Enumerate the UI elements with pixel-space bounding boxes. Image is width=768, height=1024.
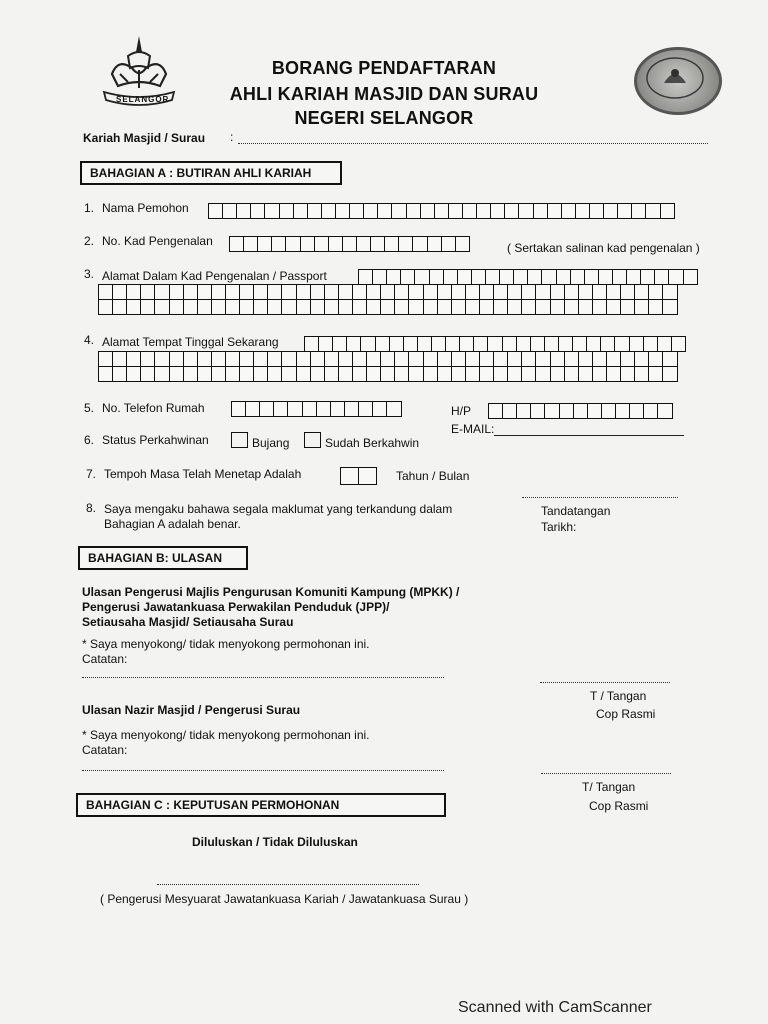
mpkk-signature-label: T / Tangan (590, 689, 647, 703)
nazir-signature-label: T/ Tangan (582, 780, 636, 794)
email-label: E-MAIL: (451, 422, 495, 436)
q4-label: Alamat Tempat Tinggal Sekarang (102, 335, 279, 349)
mpkk-signature-field[interactable] (540, 682, 670, 683)
mpkk-notes-label: Catatan: (82, 652, 128, 666)
single-checkbox[interactable] (231, 432, 248, 448)
q7-label: Tempoh Masa Telah Menetap Adalah (104, 467, 302, 481)
mpkk-heading-line2: Pengerusi Jawatankuasa Perwakilan Penduduk (JPP)/ (82, 600, 390, 614)
residence-duration-boxes[interactable] (340, 467, 375, 485)
committee-signatory-label: ( Pengerusi Mesyuarat Jawatankuasa Kariah / Jawatankuasa Surau ) (100, 892, 469, 906)
q2-label: No. Kad Pengenalan (102, 234, 213, 248)
declaration-line1: Saya mengaku bahawa segala maklumat yang terkandung dalam (104, 502, 453, 516)
q4-number: 4. (84, 333, 95, 347)
mpkk-support-statement: * Saya menyokong/ tidak menyokong permohonan ini. (82, 637, 370, 651)
signature-label: Tandatangan (541, 504, 611, 518)
emblem-caption: SELANGOR (116, 95, 170, 104)
ic-copy-note: ( Sertakan salinan kad pengenalan ) (507, 241, 700, 255)
married-option-label: Sudah Berkahwin (325, 436, 420, 450)
section-c-header: BAHAGIAN C : KEPUTUSAN PERMOHONAN (76, 793, 446, 817)
form-title-line1: BORANG PENDAFTARAN (271, 58, 497, 78)
date-label: Tarikh: (541, 520, 577, 534)
ic-number-input-boxes[interactable] (229, 236, 469, 252)
kariah-label: Kariah Masjid / Surau (83, 131, 206, 145)
q1-label: Nama Pemohon (102, 201, 189, 215)
mpkk-notes-field[interactable] (82, 677, 444, 678)
scanner-watermark: Scanned with CamScanner (458, 999, 652, 1016)
q6-number: 6. (84, 433, 95, 447)
mobile-phone-boxes[interactable] (488, 403, 671, 419)
q3-label: Alamat Dalam Kad Pengenalan / Passport (102, 269, 327, 283)
character-box[interactable] (662, 284, 678, 300)
q1-number: 1. (84, 201, 95, 215)
section-a-header: BAHAGIAN A : BUTIRAN AHLI KARIAH (80, 161, 342, 185)
current-address-boxes-row2[interactable] (98, 351, 676, 367)
character-box[interactable] (660, 203, 676, 219)
nazir-stamp-label: Cop Rasmi (589, 799, 649, 813)
mpkk-heading-line3: Setiausaha Masjid/ Setiausaha Surau (82, 615, 294, 629)
ic-address-boxes-row3[interactable] (98, 299, 676, 315)
character-box[interactable] (657, 403, 673, 419)
q3-number: 3. (84, 267, 95, 281)
married-checkbox[interactable] (304, 432, 321, 448)
q5-number: 5. (84, 401, 95, 415)
form-title-line3: NEGERI SELANGOR (294, 108, 474, 128)
current-address-boxes-row3[interactable] (98, 366, 676, 382)
name-input-boxes[interactable] (208, 203, 674, 219)
email-field[interactable] (494, 435, 684, 436)
character-box[interactable] (455, 236, 471, 252)
character-box[interactable] (662, 351, 678, 367)
hp-label: H/P (451, 404, 472, 418)
committee-signature-field[interactable] (157, 884, 419, 885)
mpkk-stamp-label: Cop Rasmi (596, 707, 656, 721)
current-address-boxes-row1[interactable] (304, 336, 685, 352)
single-option-label: Bujang (252, 436, 290, 450)
character-box[interactable] (386, 401, 402, 417)
nazir-notes-field[interactable] (82, 770, 444, 771)
q8-number: 8. (86, 501, 97, 515)
q5-label: No. Telefon Rumah (102, 401, 205, 415)
applicant-signature-field[interactable] (522, 497, 678, 498)
character-box[interactable] (683, 269, 699, 285)
declaration-line2: Bahagian A adalah benar. (104, 517, 241, 531)
home-phone-boxes[interactable] (231, 401, 400, 417)
form-title-line2: AHLI KARIAH MASJID DAN SURAU (229, 84, 539, 104)
kariah-field[interactable] (238, 143, 708, 144)
q2-number: 2. (84, 234, 95, 248)
ic-address-boxes-row1[interactable] (358, 269, 697, 285)
mpkk-heading-line1: Ulasan Pengerusi Majlis Pengurusan Komuniti Kampung (MPKK) / (82, 585, 460, 599)
nazir-heading: Ulasan Nazir Masjid / Pengerusi Surau (82, 703, 301, 717)
decision-options: Diluluskan / Tidak Diluluskan (192, 835, 358, 849)
nazir-signature-field[interactable] (541, 773, 671, 774)
nazir-notes-label: Catatan: (82, 743, 128, 757)
character-box[interactable] (340, 467, 359, 485)
character-box[interactable] (662, 366, 678, 382)
kariah-separator: : (230, 130, 234, 144)
ic-address-boxes-row2[interactable] (98, 284, 676, 300)
character-box[interactable] (662, 299, 678, 315)
q7-number: 7. (86, 467, 97, 481)
duration-unit-label: Tahun / Bulan (396, 469, 470, 483)
section-b-header: BAHAGIAN B: ULASAN (78, 546, 248, 570)
nazir-support-statement: * Saya menyokong/ tidak menyokong permohonan ini. (82, 728, 370, 742)
q6-label: Status Perkahwinan (102, 433, 209, 447)
character-box[interactable] (671, 336, 687, 352)
character-box[interactable] (358, 467, 377, 485)
